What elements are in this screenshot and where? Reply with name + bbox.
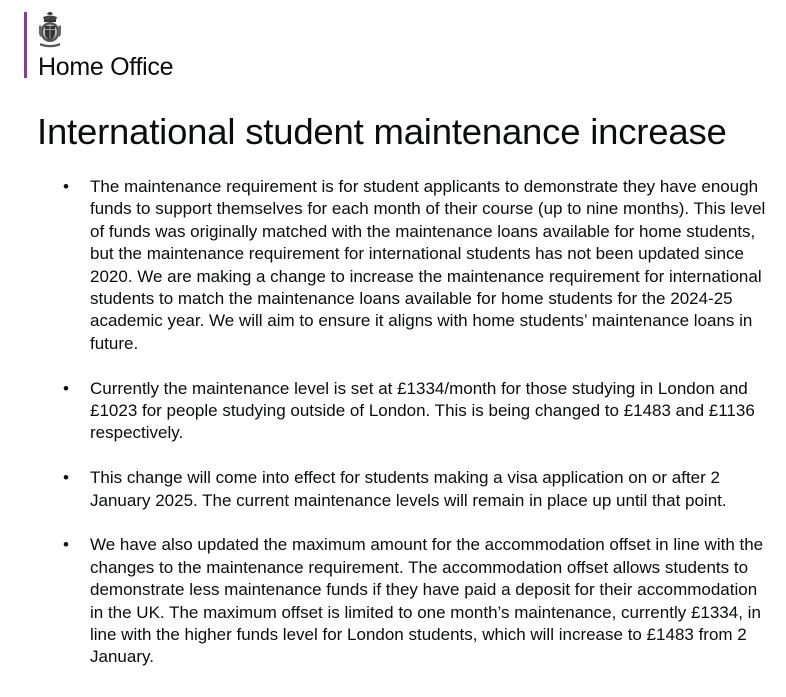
home-office-logo — [24, 12, 174, 81]
list-item-text: Currently the maintenance level is set at £1334/month for those studying in London and £1023 for people studying outside of London. This is being changed to £1483 and £1136 respectively. — [90, 378, 755, 443]
list-item — [0, 176, 770, 355]
bullet-icon: • — [63, 535, 69, 555]
page-title: International student maintenance increase — [37, 111, 727, 152]
list-item-text: This change will come into effect for students making a visa application on or after 2 January 2025. The current maintenance levels will remain in place up until that point. — [90, 468, 727, 510]
list-item — [0, 534, 770, 668]
list-item — [0, 378, 770, 445]
list-item — [0, 467, 770, 512]
list-item-text: We have also updated the maximum amount for the accommodation offset in line with the changes to the maintenance requirement. The accommodation offset allows students to demonstrate less maintenance funds if they have paid a deposit for their accommodation in the UK. The maximum offset is limited to one month’s maintenance, currently £1334, in line with the higher funds level for London students, which will increase to £1483 from 2 January. — [90, 535, 764, 667]
list-item-text: The maintenance requirement is for student applicants to demonstrate they have enough funds to support themselves for each month of their course (up to nine months). This level of funds was originally matched with the maintenance loans available for home students, but the maintenance requirement for international students has not been updated since 2020. We are making a change to increase the maintenance requirement for international students to match the maintenance loans available for home students for the 2024-25 academic year. We will aim to ensure it aligns with home students’ maintenance loans in future. — [90, 177, 766, 353]
bullet-icon: • — [63, 468, 69, 488]
bullet-icon: • — [63, 378, 69, 398]
organisation-name: Home Office — [38, 53, 174, 81]
royal-coat-of-arms-icon — [38, 12, 62, 48]
bullet-icon: • — [63, 177, 69, 196]
key-points-list — [0, 176, 770, 669]
